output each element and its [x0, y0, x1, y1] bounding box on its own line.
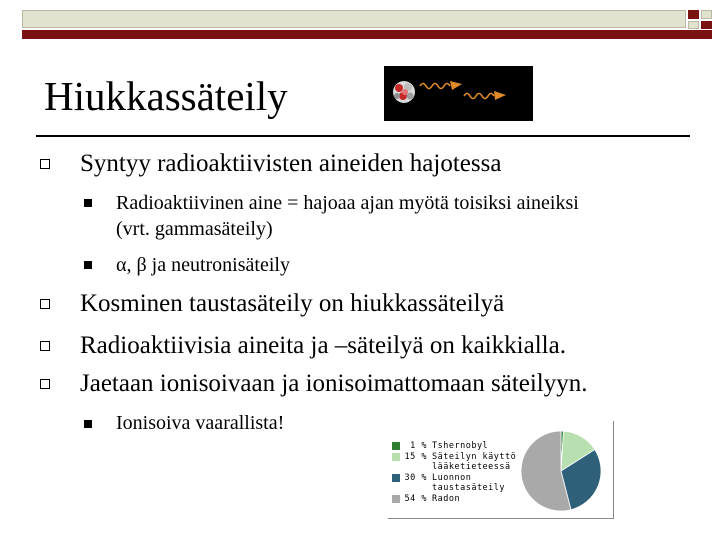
bullet-hollow-square [40, 379, 50, 389]
corner-square [688, 10, 699, 19]
bullet-text: Jaetaan ionisoivaan ja ionisoimattomaan säteilyyn. [80, 370, 588, 397]
bullet-text: Radioaktiivisia aineita ja –säteilyä on kaikkialla. [80, 332, 566, 359]
legend-swatch [392, 495, 400, 503]
legend-item [388, 452, 518, 472]
bullet-filled-square [84, 420, 92, 428]
legend-percent: 54 % [404, 494, 427, 504]
legend-label: Säteilyn käyttö [432, 452, 517, 462]
slide-top-bar [22, 10, 712, 38]
bullet-hollow-square [40, 341, 50, 351]
wave-arrow-icon [464, 94, 494, 99]
legend-percent: 15 % [404, 452, 427, 462]
title-divider [36, 135, 690, 137]
legend-label: Tshernobyl [432, 441, 489, 451]
bullet-filled-square [84, 261, 92, 269]
bullet-text: Radioaktiivinen aine = hajoaa ajan myötä toisiksi aineiksi [116, 192, 579, 214]
legend-item [388, 494, 518, 504]
corner-square [701, 10, 712, 19]
chart-legend [388, 421, 518, 504]
slide-title: Hiukkassäteily [44, 73, 288, 119]
top-bar-light [22, 10, 686, 28]
bullet-text: Ionisoiva vaarallista! [116, 412, 285, 434]
bullet-text: Kosminen taustasäteily on hiukkassäteilyä [80, 290, 505, 317]
bullet-hollow-square [40, 159, 50, 169]
radiation-illustration [384, 66, 533, 121]
legend-label: lääketieteessä [432, 462, 511, 472]
legend-swatch [392, 453, 400, 461]
corner-square [701, 21, 712, 29]
bullet-text: α, β ja neutronisäteily [116, 254, 290, 276]
bullet-text: Syntyy radioaktiivisten aineiden hajotessa [80, 150, 502, 177]
wave-arrow-icon [420, 84, 450, 89]
legend-percent: 1 % [410, 441, 427, 451]
bullet-text-continuation: (vrt. gammasäteily) [116, 218, 273, 240]
radiation-sources-chart [388, 421, 614, 519]
atom-nucleus-icon [393, 81, 415, 103]
bullet-filled-square [84, 199, 92, 207]
legend-item [388, 441, 518, 451]
legend-label: Radon [432, 494, 461, 504]
legend-item [388, 473, 518, 493]
corner-square [688, 21, 699, 29]
legend-label: Luonnon [432, 473, 472, 483]
legend-label: taustasäteily [432, 483, 506, 493]
bullet-hollow-square [40, 299, 50, 309]
legend-swatch [392, 442, 400, 450]
top-bar-dark [22, 30, 712, 39]
legend-swatch [392, 474, 400, 482]
legend-percent: 30 % [404, 473, 427, 483]
